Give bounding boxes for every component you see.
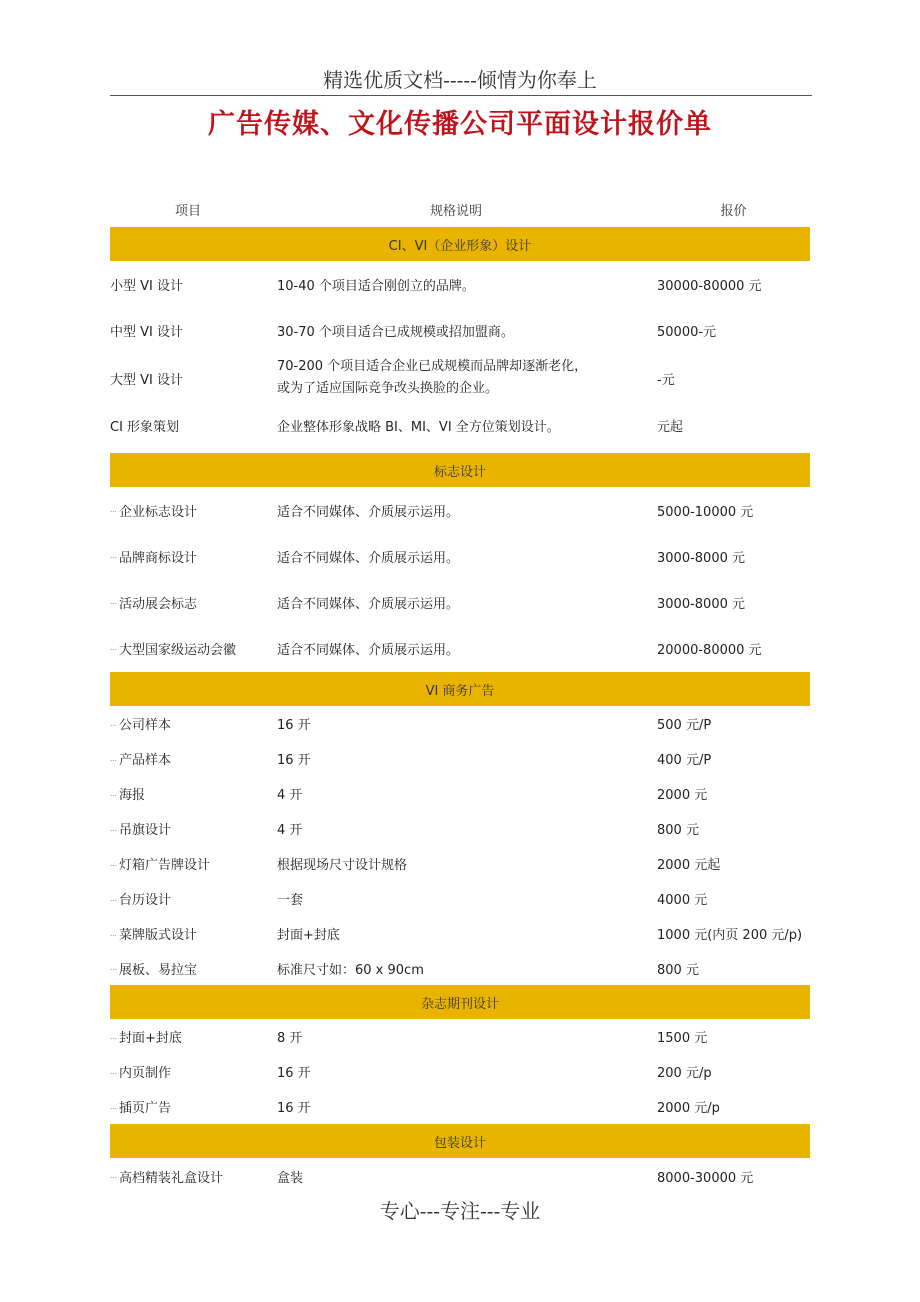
row-item: … 海报 <box>110 776 270 811</box>
row-spec: 4 开 <box>277 788 303 803</box>
row-spec: 8 开 <box>277 1031 303 1046</box>
table-row <box>110 487 810 533</box>
row-spec: 盒装 <box>277 1170 304 1186</box>
row-spec: 16 开 <box>277 718 311 733</box>
section-header: VI 商务广告 <box>110 672 810 706</box>
table-row <box>110 579 810 625</box>
row-price: 800 元 <box>657 823 699 838</box>
table-row <box>110 811 810 846</box>
row-price: 1000 元(内页 200 元/p) <box>657 928 803 943</box>
section-header: 标志设计 <box>110 453 810 487</box>
column-header-row <box>110 192 810 227</box>
row-item: 小型 VI 设计 <box>110 278 183 294</box>
row-spec: 适合不同媒体、介质展示运用。 <box>277 642 460 658</box>
row-price: 2000 元起 <box>657 858 721 873</box>
row-item: … 内页制作 <box>110 1054 270 1089</box>
table-row <box>110 741 810 776</box>
table-row <box>110 1158 810 1194</box>
table-row <box>110 776 810 811</box>
section-header: 包装设计 <box>110 1124 810 1158</box>
row-item: … 大型国家级运动会徽 <box>110 625 270 671</box>
page-title: 广告传媒、文化传播公司平面设计报价单 <box>208 109 712 140</box>
table-row <box>110 916 810 951</box>
row-price: 元起 <box>657 419 684 435</box>
column-header-spec: 规格说明 <box>429 204 482 219</box>
table-row <box>110 307 810 353</box>
row-spec: 适合不同媒体、介质展示运用。 <box>277 504 460 520</box>
row-item: … 品牌商标设计 <box>110 533 270 579</box>
header-rule <box>110 95 812 96</box>
row-spec: 标准尺寸如：60 x 90cm <box>277 962 424 978</box>
row-price: 400 元/P <box>657 753 712 768</box>
row-price: 30000-80000 元 <box>657 278 762 294</box>
table-row <box>110 353 810 403</box>
row-price: 2000 元 <box>657 788 708 803</box>
table-row <box>110 625 810 671</box>
row-price: 1500 元 <box>657 1031 708 1046</box>
row-spec: 16 开 <box>277 1101 311 1116</box>
table-row <box>110 1019 810 1054</box>
row-price: 200 元/p <box>657 1066 712 1081</box>
section-header: 杂志期刊设计 <box>110 985 810 1019</box>
row-item: CI 形象策划 <box>110 419 180 435</box>
row-spec-line-2: 或为了适应国际竞争改头换脸的企业。 <box>277 381 499 396</box>
table-row <box>110 881 810 916</box>
row-item: … 高档精装礼盒设计 <box>110 1158 270 1194</box>
table-row <box>110 261 810 307</box>
row-spec: 适合不同媒体、介质展示运用。 <box>277 596 460 612</box>
row-spec: 30-70 个项目适合已成规模或招加盟商。 <box>277 324 514 340</box>
row-price: -元 <box>657 372 675 388</box>
row-item: … 封面+封底 <box>110 1019 270 1054</box>
row-price: 2000 元/p <box>657 1101 720 1116</box>
column-header-price: 报价 <box>720 204 747 219</box>
row-spec: 4 开 <box>277 823 303 838</box>
row-price: 4000 元 <box>657 893 708 908</box>
row-price: 3000-8000 元 <box>657 596 745 612</box>
table-row <box>110 1054 810 1089</box>
section-header: CI、VI（企业形象）设计 <box>110 227 810 261</box>
row-spec-line-1: 70-200 个项目适合企业已成规模而品牌却逐渐老化， <box>277 359 588 374</box>
row-item: 中型 VI 设计 <box>110 324 183 340</box>
row-item: … 活动展会标志 <box>110 579 270 625</box>
table-row <box>110 846 810 881</box>
row-price: 8000-30000 元 <box>657 1170 754 1186</box>
row-price: 3000-8000 元 <box>657 550 745 566</box>
column-header-item: 项目 <box>174 204 201 219</box>
row-price: 800 元 <box>657 962 699 978</box>
row-price: 50000-元 <box>657 324 717 340</box>
row-item: … 灯箱广告牌设计 <box>110 846 270 881</box>
table-row <box>110 951 810 985</box>
row-item: … 菜牌版式设计 <box>110 916 270 951</box>
row-item: … 吊旗设计 <box>110 811 270 846</box>
row-price: 20000-80000 元 <box>657 642 762 658</box>
row-spec <box>277 353 657 403</box>
row-item: … 台历设计 <box>110 881 270 916</box>
row-item: 大型 VI 设计 <box>110 372 183 388</box>
row-item: … 展板、易拉宝 <box>110 951 270 985</box>
row-spec: 根据现场尺寸设计规格 <box>277 858 408 873</box>
row-item: … 公司样本 <box>110 706 270 741</box>
row-spec: 企业整体形象战略 BI、MI、VI 全方位策划设计。 <box>277 419 560 435</box>
footer-note: 专心---专注---专业 <box>379 1199 541 1223</box>
row-spec: 16 开 <box>277 1066 311 1081</box>
row-item: … 插页广告 <box>110 1089 270 1124</box>
row-spec: 一套 <box>277 893 304 908</box>
header-note: 精选优质文档-----倾情为你奉上 <box>323 68 597 92</box>
price-table <box>110 192 810 1194</box>
row-price: 5000-10000 元 <box>657 504 754 520</box>
row-spec: 适合不同媒体、介质展示运用。 <box>277 550 460 566</box>
row-item: … 企业标志设计 <box>110 487 270 533</box>
row-spec: 10-40 个项目适合刚创立的品牌。 <box>277 278 475 294</box>
row-spec: 16 开 <box>277 753 311 768</box>
row-spec: 封面+封底 <box>277 928 340 943</box>
row-price: 500 元/P <box>657 718 712 733</box>
table-row <box>110 1089 810 1124</box>
table-row <box>110 533 810 579</box>
row-item: … 产品样本 <box>110 741 270 776</box>
table-row <box>110 706 810 741</box>
table-row <box>110 403 810 447</box>
